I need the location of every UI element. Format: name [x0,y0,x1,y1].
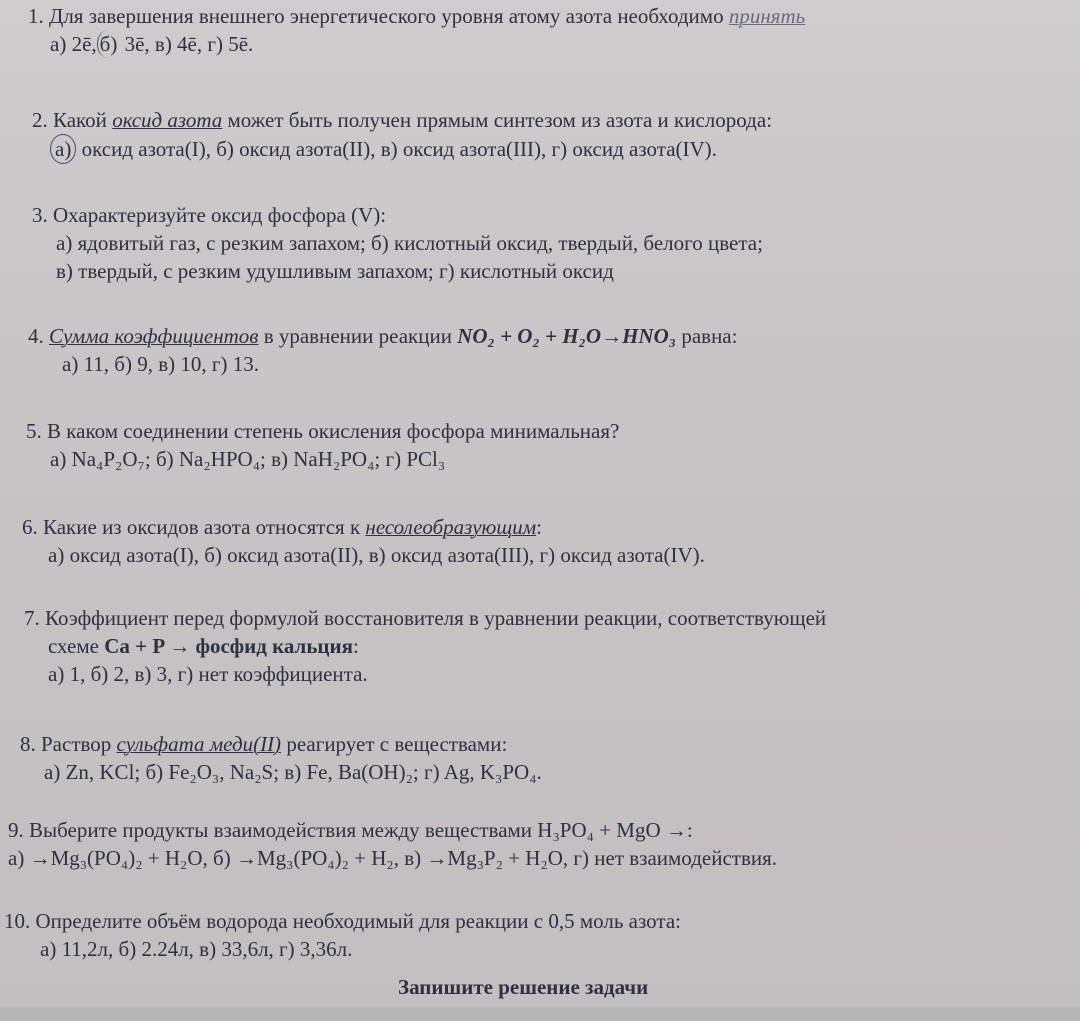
question-7-stem: 7. Коэффициент перед формулой восстановителя в уравнении реакции, соответствующей [24,606,827,630]
question-1-stem: 1. Для завершения внешнего энергетического уровня атому азота необходимо принять [28,4,806,28]
answer-mark: б) [97,30,120,58]
reaction-scheme: Ca + P → фосфид кальция [104,634,353,658]
question-10-stem: 10. Определите объём водорода необходимый для реакции с 0,5 моль азота: [4,909,681,933]
question-6 [22,513,705,569]
question-9-stem: 9. Выберите продукты взаимодействия между веществами H₃PO₄ + MgO →: [8,818,693,842]
question-7-scheme: схеме Ca + P → фосфид кальция: [48,634,359,658]
underlined-term: Сумма коэффициентов [49,324,259,348]
question-8 [20,730,542,786]
question-2-stem: 2. Какой оксид азота может быть получен прямым синтезом из азота и кислорода: [32,108,773,132]
question-4 [28,322,737,378]
question-6-options: а) оксид азота(I), б) оксид азота(II), в) оксид азота(III), г) оксид азота(IV). [48,543,705,567]
handwritten-underline: принять [728,4,806,28]
question-8-stem: 8. Раствор сульфата меди(II) реагирует с веществами: [20,732,508,756]
question-2 [32,106,772,164]
question-3-option-line-1: а) ядовитый газ, с резким запахом; б) кислотный оксид, твердый, белого цвета; [56,231,763,255]
question-4-stem: 4. Сумма коэффициентов в уравнении реакции NO₂ + O₂ + H₂O→HNO₃ равна: [28,324,738,348]
question-3-option-line-2: в) твердый, с резким удушливым запахом; г) кислотный оксид [56,259,614,283]
question-10-options: а) 11,2л, б) 2.24л, в) 33,6л, г) 3,36л. [40,937,353,961]
question-3-stem: 3. Охарактеризуйте оксид фосфора (V): [32,203,387,227]
question-9-options: а) →Mg₃(PO₄)₂ + H₂O, б) →Mg₃(PO₄)₂ + H₂, в) →Mg₃P₂ + H₂O, г) нет взаимодействия. [8,846,778,870]
question-1 [28,2,805,58]
solution-instruction: Запишите решение задачи [398,975,649,999]
question-3 [32,201,763,285]
photo-bottom-edge [0,1007,1080,1021]
answer-mark: а) [50,134,76,164]
reaction-equation: NO₂ + O₂ + H₂O→HNO₃ [457,324,677,348]
question-7 [24,604,826,688]
question-10 [4,907,681,963]
question-5-options: а) Na₄P₂O₇; б) Na₂HPO₄; в) NaH₂PO₄; г) PCl₃ [50,447,446,471]
question-2-options: а) оксид азота(I), б) оксид азота(II), в) оксид азота(III), г) оксид азота(IV). [32,134,772,164]
underlined-term: сульфата меди(II) [116,732,282,756]
underlined-term: оксид азота [112,108,223,132]
question-1-options: а) 2ē, б) 3ē, в) 4ē, г) 5ē. [50,32,254,56]
question-8-options: а) Zn, KCl; б) Fe₂O₃, Na₂S; в) Fe, Ba(OH)₂; г) Ag, K₃PO₄. [44,760,542,784]
question-7-options: а) 1, б) 2, в) 3, г) нет коэффициента. [48,662,368,686]
question-5-stem: 5. В каком соединении степень окисления фосфора минимальная? [26,419,620,443]
question-6-stem: 6. Какие из оксидов азота относятся к несолеобразующим: [22,515,542,539]
question-5 [26,417,619,473]
question-9 [8,816,777,872]
question-4-options: а) 11, б) 9, в) 10, г) 13. [62,352,259,376]
underlined-term: несолеобразующим [365,515,537,539]
